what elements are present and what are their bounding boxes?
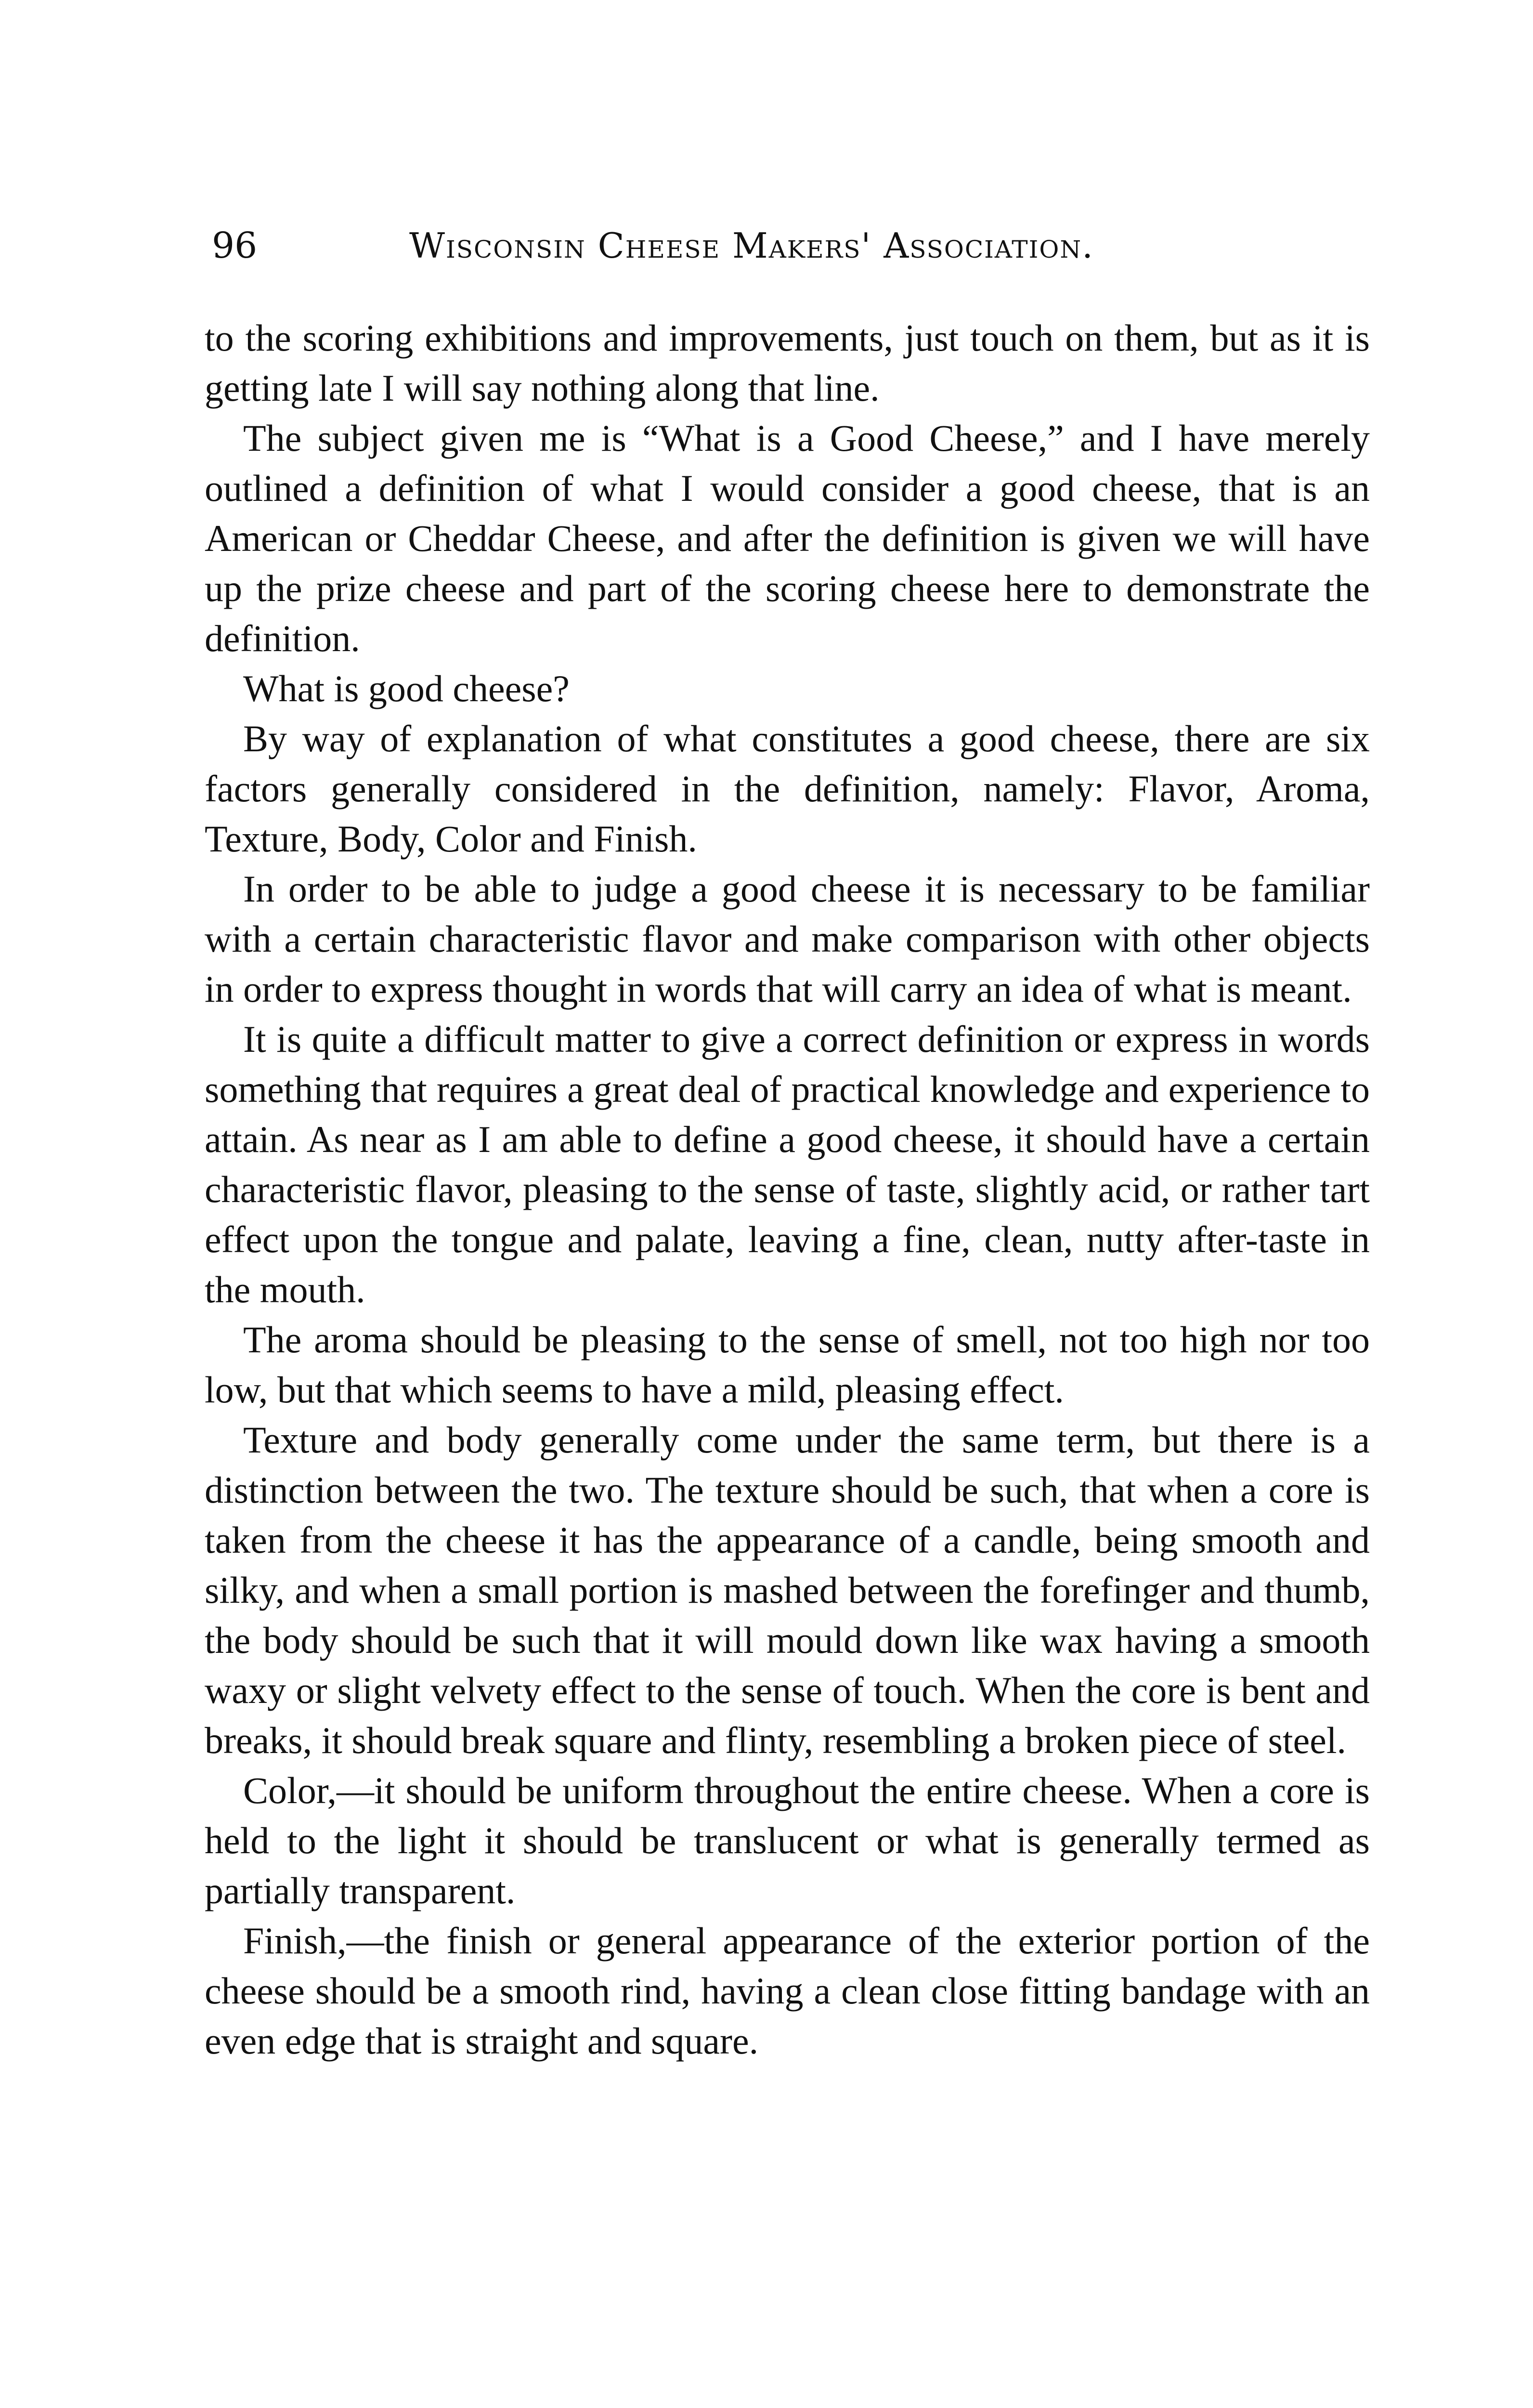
paragraph-color: Color,—it should be uniform throughout the entire cheese. When a core is held to the light it should be translucent or what is generally termed as partially transparent. [205,1769,1370,1911]
paragraph-continuation: to the scoring exhibitions and improvements, just touch on them, but as it is getting late I will say nothing along that line. [205,317,1370,409]
paragraph-texture-body: Texture and body generally come under the same term, but there is a distinction between the two. The texture should be such, that when a core is taken from the cheese it has the appearance of a candle, being smooth and silky, and when a small portion is mashed between the forefinger and thumb, the body should be such that it will mould down like wax having a smooth waxy or slight velvety effect to the sense of touch. When the core is bent and breaks, it should break square and flinty, resembling a broken piece of steel. [205,1419,1370,1761]
page-header [212,219,1184,272]
page-number: 96 [212,225,258,266]
paragraph-factors: By way of explanation of what constitutes a good cheese, there are six factors generally considered in the definition, namely: Flavor, Aroma, Texture, Body, Color and Finish. [205,718,1370,860]
paragraph-finish: Finish,—the finish or general appearance of the exterior portion of the cheese should be a smooth rind, having a clean close fitting bandage with an even edge that is straight and square. [205,1920,1370,2062]
body-text [205,313,1370,2066]
paragraph-flavor: It is quite a difficult matter to give a correct definition or express in words something that requires a great deal of practical knowledge and experience to attain. As near as I am able to define a good cheese, it should have a certain characteristic flavor, pleasing to the sense of taste, slightly acid, or rather tart effect upon the tongue and palate, leaving a fine, clean, nutty after-taste in the mouth. [205,1018,1370,1310]
paragraph-subject: The subject given me is “What is a Good Cheese,” and I have merely outlined a definition of what I would consider a good cheese, that is an American or Cheddar Cheese, and after the definition is given we will have up the prize cheese and part of the scoring cheese here to demonstrate the definition. [205,417,1370,659]
running-title: Wisconsin Cheese Makers' Association. [409,225,1094,266]
paragraph-aroma: The aroma should be pleasing to the sense of smell, not too high nor too low, but that which seems to have a mild, pleasing effect. [205,1319,1370,1411]
paragraph-judging: In order to be able to judge a good cheese it is necessary to be familiar with a certain characteristic flavor and make comparison with other objects in order to express thought in words that will carry an idea of what is meant. [205,868,1370,1010]
paragraph-question: What is good cheese? [243,667,570,709]
